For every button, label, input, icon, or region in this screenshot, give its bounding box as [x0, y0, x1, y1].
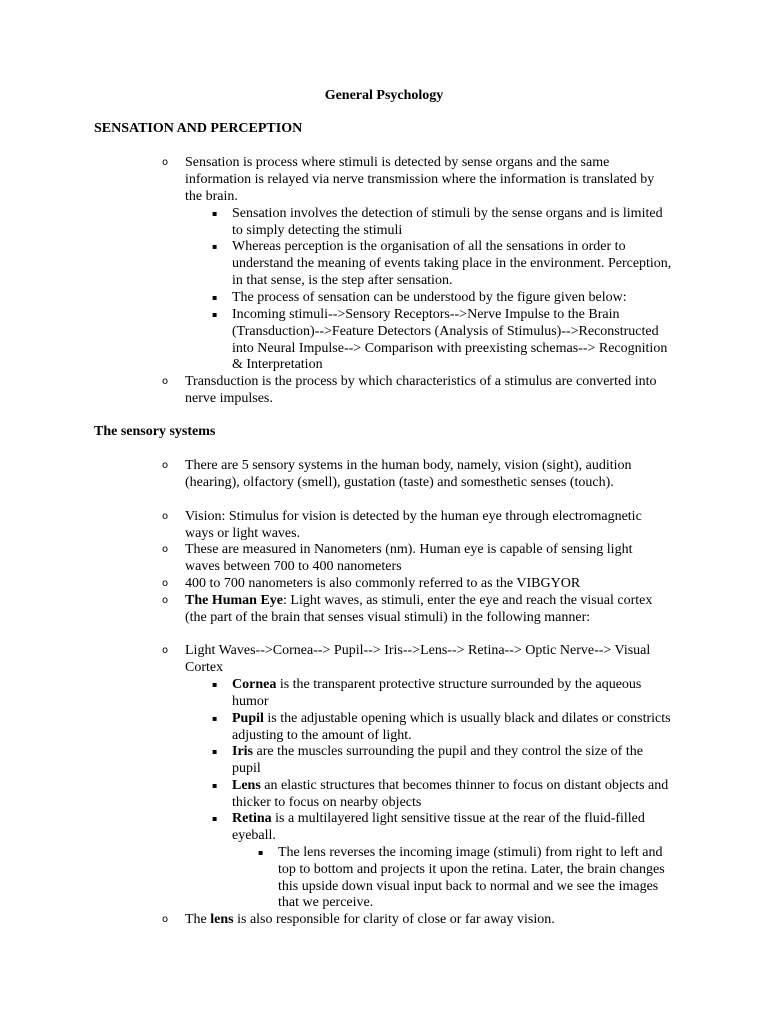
square-bullet-icon: ▪	[212, 310, 218, 319]
square-bullet-icon: ▪	[212, 680, 218, 689]
square-bullet-icon: ▪	[212, 209, 218, 218]
list-item: ▪ Cornea is the transparent protective structure surrounded by the aqueous humor	[212, 677, 642, 709]
list-item: o There are 5 sensory systems in the human body, namely, vision (sight), audition (hearing), olfactory (smell), gustation (taste) and somesthetic senses (touch).	[162, 458, 632, 490]
list-item: ▪ Incoming stimuli-->Sensory Receptors-->Nerve Impulse to the Brain (Transduction)-->Feature Detectors (Analysis of Stimulus)-->Reconstructed into Neural Impulse--> Comparison with preexisting schemas--> Recognition & Interpretation	[212, 307, 668, 373]
circle-bullet-icon: o	[162, 578, 169, 589]
circle-bullet-icon: o	[162, 544, 169, 555]
square-bullet-icon: ▪	[212, 747, 218, 756]
circle-bullet-icon: o	[162, 157, 169, 168]
circle-bullet-icon: o	[162, 914, 169, 925]
square-bullet-icon: ▪	[212, 714, 218, 723]
section-heading-sensory-systems: The sensory systems	[94, 424, 216, 439]
list-item: ▪ Iris are the muscles surrounding the pupil and they control the size of the pupil	[212, 744, 643, 776]
circle-bullet-icon: o	[162, 376, 169, 387]
circle-bullet-icon: o	[162, 645, 169, 656]
list-item: o The lens is also responsible for clarity of close or far away vision.	[162, 912, 555, 927]
list-item: o Light Waves-->Cornea--> Pupil--> Iris-->Lens--> Retina--> Optic Nerve--> Visual Cortex	[162, 643, 651, 675]
document-title: General Psychology	[324, 88, 444, 103]
circle-bullet-icon: o	[162, 595, 169, 606]
square-bullet-icon: ▪	[212, 814, 218, 823]
list-item: ▪ Retina is a multilayered light sensitive tissue at the rear of the fluid-filled eyeball.	[212, 811, 645, 843]
list-item: ▪ The process of sensation can be understood by the figure given below:	[212, 290, 627, 305]
list-item: o The Human Eye: Light waves, as stimuli, enter the eye and reach the visual cortex (the part of the brain that senses visual stimuli) in the following manner:	[162, 593, 653, 625]
list-item: o Sensation is process where stimuli is detected by sense organs and the same information is relayed via nerve transmission where the information is translated by the brain.	[162, 155, 655, 204]
list-item: o Vision: Stimulus for vision is detected by the human eye through electromagnetic ways or light waves.	[162, 509, 642, 541]
list-item: o 400 to 700 nanometers is also commonly referred to as the VIBGYOR	[162, 576, 581, 591]
circle-bullet-icon: o	[162, 511, 169, 522]
square-bullet-icon: ▪	[212, 242, 218, 251]
list-item: ▪ Pupil is the adjustable opening which is usually black and dilates or constricts adjusting to the amount of light.	[212, 711, 671, 743]
list-item: ▪ Sensation involves the detection of stimuli by the sense organs and is limited to simply detecting the stimuli	[212, 206, 663, 238]
list-item: ▪ Lens an elastic structures that becomes thinner to focus on distant objects and thicker to focus on nearby objects	[212, 778, 669, 810]
list-item: ▪ The lens reverses the incoming image (stimuli) from right to left and top to bottom and projects it upon the retina. Later, the brain changes this upside down visual input back to normal and we see the images that we perceive.	[258, 845, 665, 911]
square-bullet-icon: ▪	[212, 781, 218, 790]
square-bullet-icon: ▪	[258, 848, 264, 857]
square-bullet-icon: ▪	[212, 293, 218, 302]
section-heading-sensation-perception: SENSATION AND PERCEPTION	[94, 121, 303, 136]
list-item: ▪ Whereas perception is the organisation of all the sensations in order to understand the meaning of events taking place in the environment. Perception, in that sense, is the step after sensation.	[212, 239, 672, 288]
list-item: o These are measured in Nanometers (nm). Human eye is capable of sensing light waves between 700 to 400 nanometers	[162, 542, 633, 574]
circle-bullet-icon: o	[162, 460, 169, 471]
list-item: o Transduction is the process by which characteristics of a stimulus are converted into nerve impulses.	[162, 374, 657, 406]
